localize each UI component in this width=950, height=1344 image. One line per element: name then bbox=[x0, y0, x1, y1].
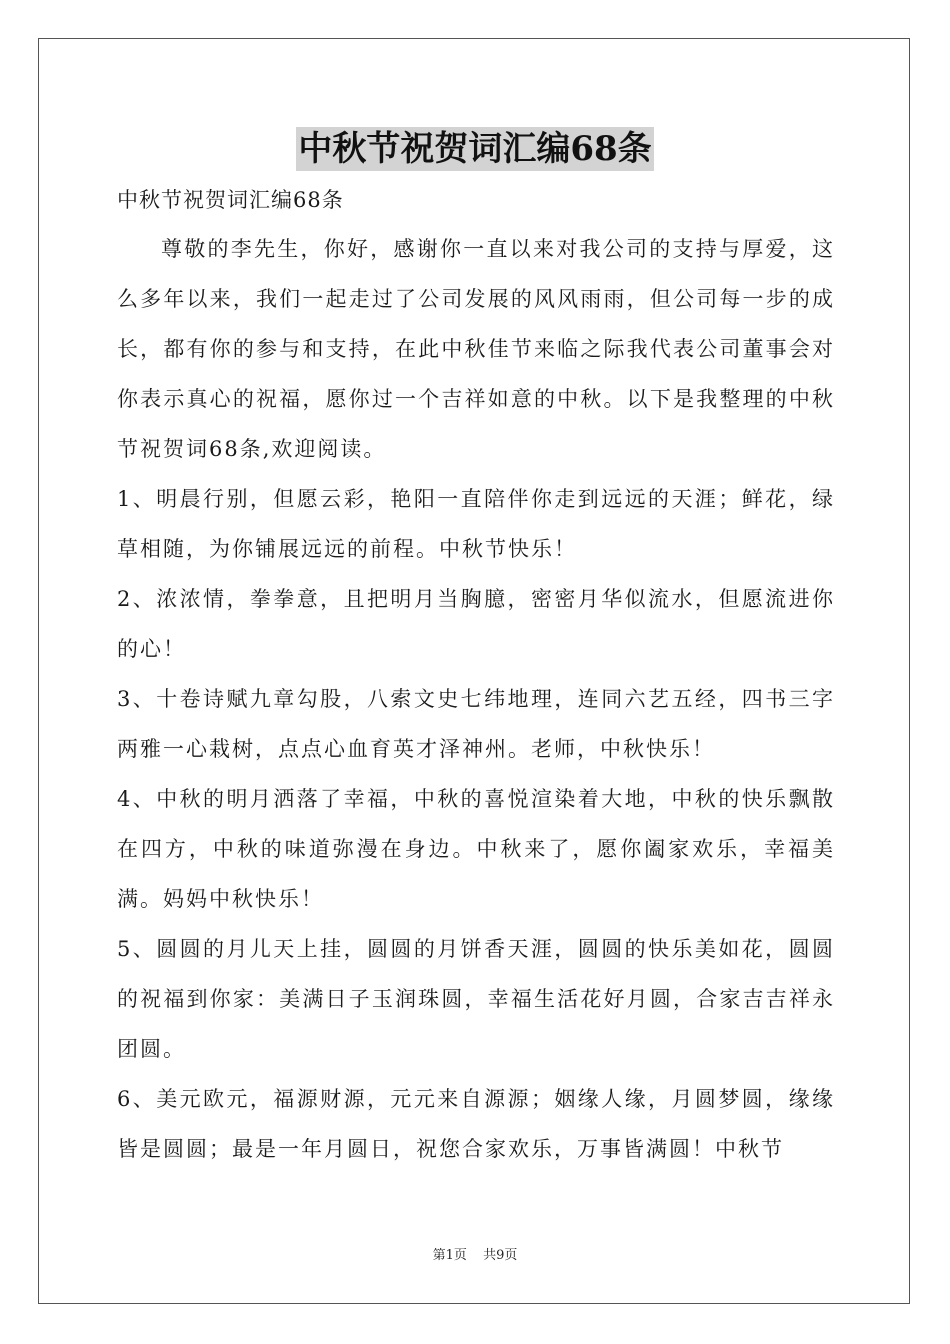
list-item-5: 5、圆圆的月儿天上挂，圆圆的月饼香天涯，圆圆的快乐美如花，圆圆的祝福到你家：美满日子玉润珠圆，幸福生活花好月圆，合家吉吉祥永团圆。 bbox=[117, 937, 835, 1061]
document-subtitle: 中秋节祝贺词汇编68条 bbox=[117, 188, 344, 212]
page-number-current: 第1页 bbox=[432, 1248, 467, 1263]
title-container bbox=[0, 127, 950, 171]
list-item-1: 1、明晨行别，但愿云彩，艳阳一直陪伴你走到远远的天涯；鲜花，绿草相随，为你铺展远远的前程。中秋节快乐！ bbox=[117, 487, 835, 561]
list-item-3: 3、十卷诗赋九章勾股，八索文史七纬地理，连同六艺五经，四书三字两雅一心栽树，点点心血育英才泽神州。老师，中秋快乐！ bbox=[117, 687, 835, 761]
page-footer bbox=[0, 1244, 950, 1263]
document-body bbox=[117, 182, 835, 1174]
intro-paragraph: 尊敬的李先生，你好，感谢你一直以来对我公司的支持与厚爱，这么多年以来，我们一起走过了公司发展的风风雨雨，但公司每一步的成长，都有你的参与和支持，在此中秋佳节来临之际我代表公司董事会对你表示真心的祝福，愿你过一个吉祥如意的中秋。以下是我整理的中秋节祝贺词68条,欢迎阅读。 bbox=[117, 237, 835, 461]
list-item-2: 2、浓浓情，拳拳意，且把明月当胸臆，密密月华似流水，但愿流进你的心！ bbox=[117, 587, 835, 661]
page-number-total: 共9页 bbox=[483, 1248, 518, 1263]
list-item-6: 6、美元欧元，福源财源，元元来自源源；姻缘人缘，月圆梦圆，缘缘皆是圆圆；最是一年月圆日，祝您合家欢乐，万事皆满圆！中秋节 bbox=[117, 1087, 835, 1161]
list-item-4: 4、中秋的明月洒落了幸福，中秋的喜悦渲染着大地，中秋的快乐飘散在四方，中秋的味道弥漫在身边。中秋来了，愿你阖家欢乐，幸福美满。妈妈中秋快乐！ bbox=[117, 787, 835, 911]
document-title: 中秋节祝贺词汇编68条 bbox=[298, 129, 652, 169]
